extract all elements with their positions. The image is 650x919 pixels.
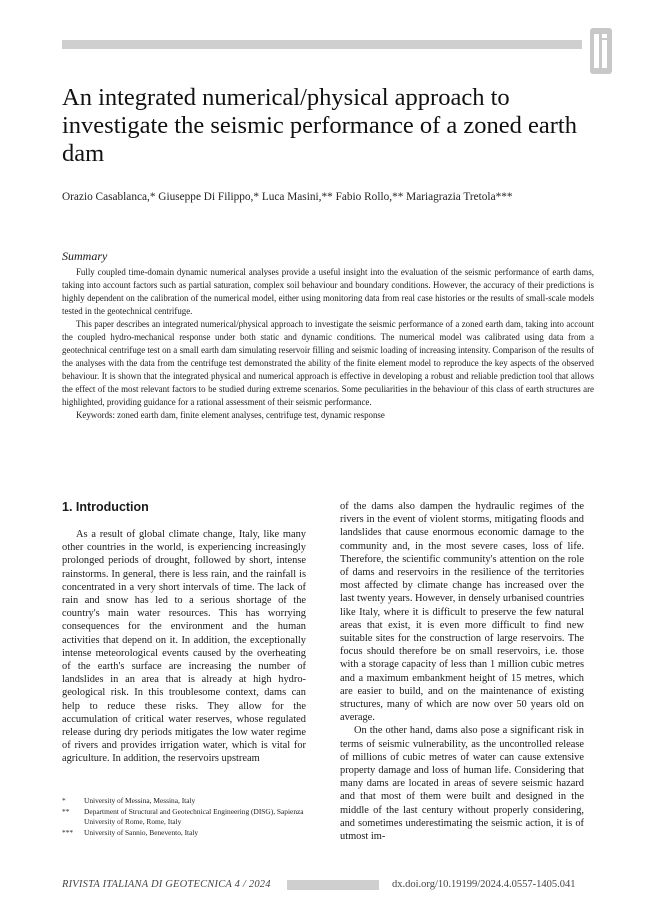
journal-name: RIVISTA ITALIANA DI GEOTECNICA 4 / 2024: [62, 879, 271, 890]
footnote: [62, 828, 320, 839]
summary-paragraph: Fully coupled time-domain dynamic numerical analyses provide a useful insight into the evaluation of the seismic performance of earth dams, taking into account factors such as partial saturation, complex soil behaviour and boundary conditions. However, the accuracy of their predictions is highly dependent on the calibration of the numerical model, either using monitoring data from real case histories or the results of small-scale models tested in the geotechnical centrifuge.: [62, 267, 594, 316]
footnote-mark: **: [62, 806, 70, 816]
header-bar: [62, 40, 582, 49]
body-paragraph: On the other hand, dams also pose a significant risk in terms of seismic vulnerability, as the uncontrolled release of millions of cubic metres of water can cause extensive property damage and loss of human life. Considering that many dams are located in areas of severe seismic hazard and that most of them were built and designed in the middle of the last century without properly considering, and sometimes underestimating the seismic action, it is of utmost im-: [340, 725, 584, 843]
journal-logo-icon: [590, 28, 612, 74]
footnote-text: Department of Structural and Geotechnical Engineering (DISG), Sapienza University of Rome, Rome, Italy: [84, 806, 304, 826]
author-list: Orazio Casablanca,* Giuseppe Di Filippo,* Luca Masini,** Fabio Rollo,** Mariagrazia Tretola***: [62, 191, 513, 203]
left-column: [62, 528, 306, 766]
footer-bar: [287, 880, 379, 890]
paper-title: An integrated numerical/physical approach to investigate the seismic performance of a zoned earth dam: [62, 84, 577, 167]
affiliation-footnotes: [62, 796, 320, 838]
footnote-mark: ***: [62, 827, 74, 837]
body-paragraph: of the dams also dampen the hydraulic regimes of the rivers in the event of violent storms, mitigating floods and landslides that cause enormous economic damage to the community and, in the most severe cases, loss of life. Therefore, the scientific community's attention on the role of dams and reservoirs in the resilience of the territories most affected by climate change has increased over the last twenty years. However, in densely urbanised countries like Italy, where it is difficult to preserve the few natural areas that exist, it is even more difficult to find new suitable sites for the construction of large reservoirs. The focus should therefore be on small reservoirs, i.e. those with a storage capacity of less than 1 million cubic metres and a maximum embankment height of 15 metres, which are easier to build, and on the maintenance of existing structures, many of which are now over 50 years old on average.: [340, 501, 584, 724]
section-heading: 1. Introduction: [62, 500, 149, 514]
keywords: Keywords: zoned earth dam, finite element analyses, centrifuge test, dynamic response: [76, 410, 385, 420]
doi-link[interactable]: dx.doi.org/10.19199/2024.4.0557-1405.041: [392, 879, 576, 890]
footnote-text: University of Sannio, Benevento, Italy: [84, 827, 199, 837]
summary-heading: Summary: [62, 249, 108, 263]
footnote-text: University of Messina, Messina, Italy: [84, 796, 196, 805]
summary-paragraph: This paper describes an integrated numerical/physical approach to investigate the seismic performance of a zoned earth dam, taking into account the coupled hydro-mechanical response under both static and dynamic conditions. The numerical model was calibrated using data from a geotechnical centrifuge test on a small earth dam simulating reservoir filling and seismic loading of increasing intensity. Comparison of the results of the analyses with the data from the centrifuge test demonstrated the ability of the finite element model to reproduce the key aspects of the observed behaviour. It is shown that the integrated physical and numerical approach is effective in developing a robust and reliable prediction tool that allows the effect of the most relevant factors to be studied during extreme scenarios. Some peculiarities in the behaviour of this class of earth structures are highlighted, providing guidance for a rational assessment of their seismic performance.: [62, 319, 594, 407]
body-paragraph: As a result of global climate change, Italy, like many other countries in the world, is experiencing increasingly prolonged periods of drought, followed by short, intense rainstorms. In general, there is less rain, and the rainfall is concentrated in a very short intervals of time. The lack of rain and snow has led to a serious shortage of the country's main water resources. This has worrying consequences for the environment and the human activities that depend on it. In addition, the exceptionally intense meteorological events caused by the overheating of the earth's surface are increasing the number of landslides in an area that is already at high hydro-geological risk. In this troublesome context, dams can help to reduce these risks. They allow for the accumulation of critical water reserves, whose regulated release during dry periods mitigates the low water regime of rivers and provides irrigation water, which is vital for agriculture. In addition, the reservoirs upstream: [62, 529, 306, 765]
footnote: [62, 796, 320, 807]
footnote: [62, 807, 320, 828]
right-column: [340, 500, 584, 843]
summary-body: [62, 266, 594, 422]
footnote-mark: *: [62, 796, 66, 805]
